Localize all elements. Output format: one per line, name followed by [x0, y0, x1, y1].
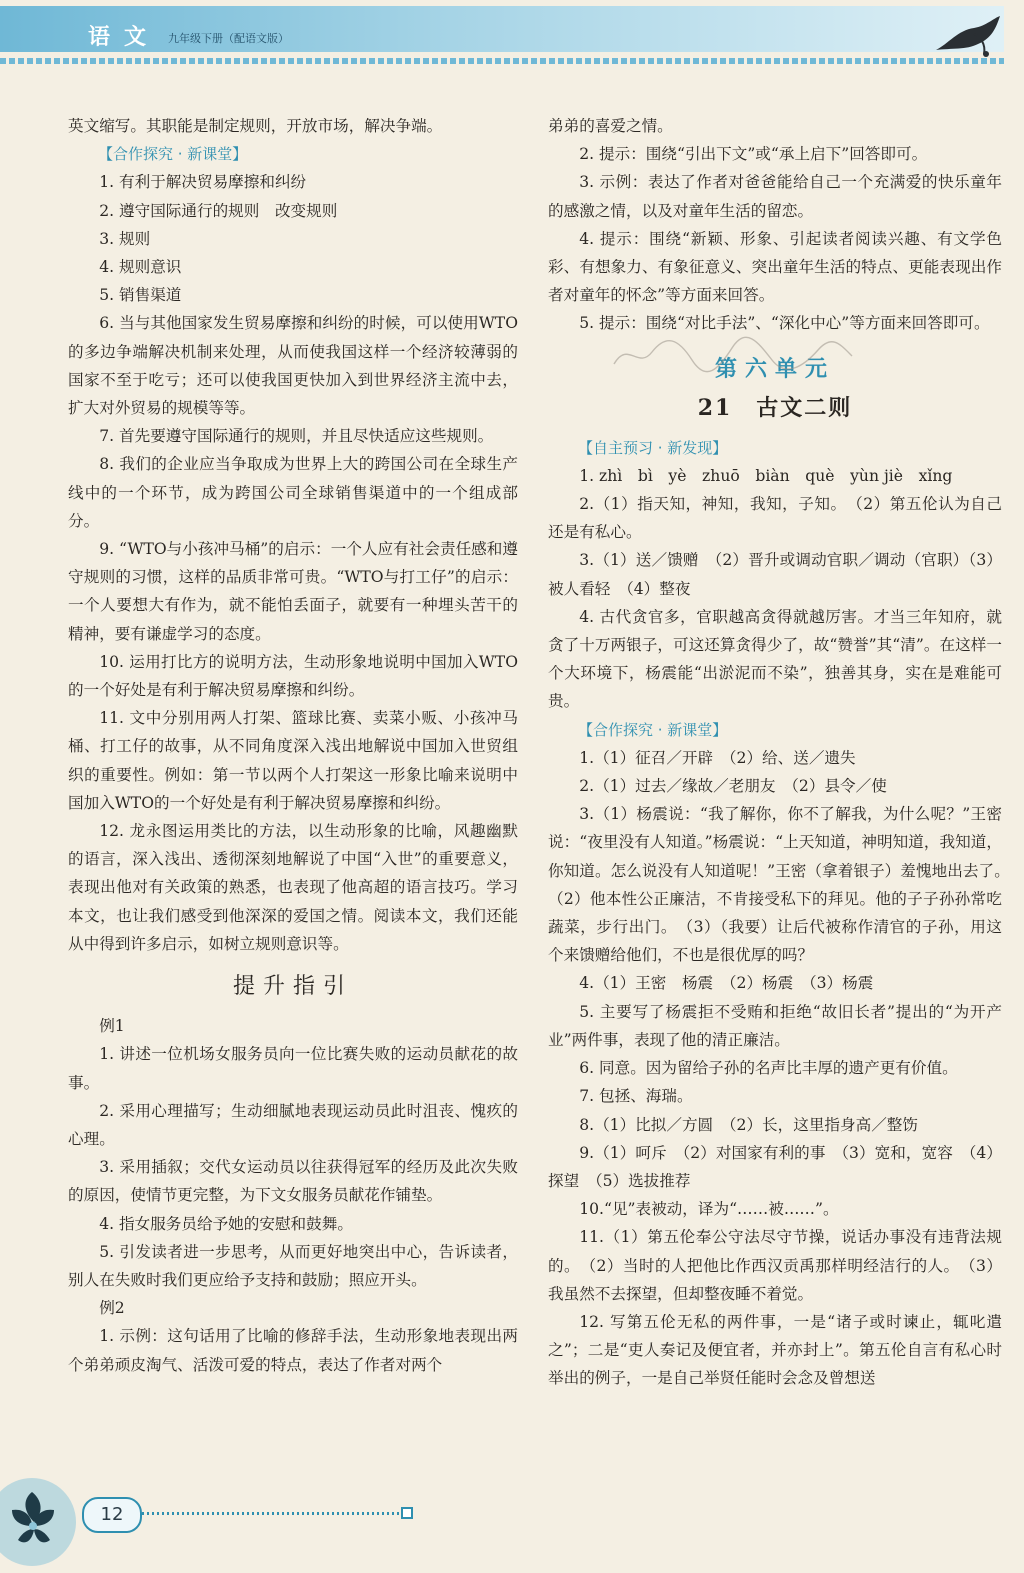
- answer-item: 1.（1）征召／开辟 （2）给、送／遗失: [579, 748, 856, 767]
- answer-item: 7. 包拯、海瑞。: [579, 1087, 693, 1106]
- paragraph: 弟弟的喜爱之情。: [548, 117, 673, 135]
- answer-item: 7. 首先要遵守国际通行的规则，并且尽快适应这些规则。: [99, 427, 494, 446]
- footer-square-mark: [401, 1507, 413, 1519]
- answer-item: 11. 文中分别用两人打架、篮球比赛、卖菜小贩、小孩冲马桶、打工仔的故事，从不同角度深入浅出地解说中国加入世贸组织的重要性。例如：第一节以两个人打架这一形象比喻来说明中国加入WTO的一个好处是有利于解决贸易摩擦和纠纷。: [68, 709, 518, 812]
- answer-item: 1. 有利于解决贸易摩擦和纠纷: [99, 173, 307, 192]
- section-tag: 【自主预习 · 新发现】: [578, 438, 728, 457]
- footer-dotted-rule: [142, 1512, 400, 1515]
- answer-item: 2. 提示：围绕“引出下文”或“承上启下”回答即可。: [579, 145, 928, 164]
- flower-icon: [0, 1470, 84, 1573]
- answer-item: 8.（1）比拟／方圆 （2）长，这里指身高／整饬: [579, 1115, 918, 1134]
- section-title: 提升指引: [232, 974, 353, 1000]
- answer-item: 5. 销售渠道: [99, 286, 182, 305]
- header-dashed-rule: [0, 58, 1004, 64]
- answer-item: 4. 古代贪官多，官职越高贪得就越厉害。才当三年知府，就贪了十万两银子，可这还算贪得少了，故“赞誉”其“清”。在这样一个大环境下，杨震能“出淤泥而不染”，独善其身，实在是难能可贵。: [548, 607, 1002, 711]
- section-tag: 【合作探究 · 新课堂】: [98, 145, 248, 164]
- answer-item: 5. 引发读者进一步思考，从而更好地突出中心，告诉读者，别人在失败时我们更应给予支持和鼓励；照应开头。: [68, 1242, 518, 1289]
- answer-item: 3. 规则: [99, 229, 151, 248]
- answer-item: 8. 我们的企业应当争取成为世界上大的跨国公司在全球生产线中的一个环节，成为跨国公司全球销售渠道中的一个组成部分。: [68, 455, 518, 530]
- example-label: 例1: [99, 1017, 125, 1036]
- page-header: [0, 0, 1024, 68]
- answer-item: 5. 提示：围绕“对比手法”、“深化中心”等方面来回答即可。: [579, 314, 990, 333]
- answer-item: 10. 运用打比方的说明方法，生动形象地说明中国加入WTO的一个好处是有利于解决贸易摩擦和纠纷。: [68, 652, 518, 700]
- answer-item: 1. zhì bì yè zhuō biàn què yùn jiè xǐng: [579, 466, 953, 485]
- left-column: [68, 112, 518, 1379]
- right-column: [548, 112, 1018, 1393]
- answer-item: 3. 采用插叙；交代女运动员以往获得冠军的经历及此次失败的原因，使情节更完整，为下文女服务员献花作铺垫。: [68, 1158, 518, 1205]
- answer-item: 3.（1）杨震说：“我了解你，你不了解我，为什么呢？”王密说：“夜里没有人知道。”杨震说：“上天知道，神明知道，我知道，你知道。怎么说没有人知道呢！”王密（拿着银子）羞愧地出去了。 （2）他本性公正廉洁，不肯接受私下的拜见。他的子子孙孙常吃蔬菜，步行出门。 （3）（我要）让后代被称作清官的子孙，用这个来馈赠给他们，不也是很优厚的吗？: [548, 805, 1018, 965]
- answer-item: 12. 龙永图运用类比的方法，以生动形象的比喻，风趣幽默的语言，深入浅出、透彻深刻地解说了中国“入世”的重要意义，表现出他对有关政策的熟悉，也表现了他高超的语言技巧。学习本文，也让我们感受到他深深的爱国之情。阅读本文，我们还能从中得到许多启示，如树立规则意识等。: [68, 822, 518, 953]
- page-number: 12: [82, 1497, 142, 1533]
- answer-item: 1. 示例：这句话用了比喻的修辞手法，生动形象地表现出两个弟弟顽皮淘气、活泼可爱的特点，表达了作者对两个: [68, 1327, 518, 1374]
- answer-item: 4. 指女服务员给予她的安慰和鼓舞。: [99, 1214, 353, 1233]
- answer-item: 1. 讲述一位机场女服务员向一位比赛失败的运动员献花的故事。: [68, 1045, 518, 1092]
- answer-item: 9.（1）呵斥 （2）对国家有利的事 （3）宽和，宽容 （4）探望 （5）选拔推荐: [548, 1143, 1002, 1190]
- example-label: 例2: [99, 1299, 125, 1318]
- paragraph: 英文缩写。其职能是制定规则，开放市场，解决争端。: [68, 117, 443, 135]
- answer-item: 4.（1）王密 杨震 （2）杨震 （3）杨震: [579, 974, 874, 993]
- answer-item: 6. 同意。因为留给子孙的名声比丰厚的遗产更有价值。: [579, 1059, 958, 1078]
- answer-item: 3. 示例：表达了作者对爸爸能给自己一个充满爱的快乐童年的感激之情，以及对童年生活的留恋。: [548, 173, 1002, 220]
- handwritten-scribble: [608, 330, 858, 380]
- answer-item: 6. 当与其他国家发生贸易摩擦和纠纷的时候，可以使用WTO的多边争端解决机制来处理，从而使我国这样一个经济较薄弱的国家不至于吃亏；还可以使我国更快加入到世界经济主流中去，扩大对外贸易的规模等等。: [68, 314, 518, 418]
- section-tag: 【合作探究 · 新课堂】: [578, 720, 728, 739]
- answer-item: 2.（1）指天知，神知，我知，子知。 （2）第五伦认为自己还是有私心。: [548, 495, 1002, 542]
- answer-item: 5. 主要写了杨震拒不受贿和拒绝“故旧长者”提出的“为开产业”两件事，表现了他的清正廉洁。: [548, 1002, 1002, 1049]
- answer-item: 2. 采用心理描写；生动细腻地表现运动员此时沮丧、愧疚的心理。: [68, 1101, 518, 1148]
- unit-title: 第六单元: [714, 356, 835, 382]
- answer-item: 11.（1）第五伦奉公守法尽守节操，说话办事没有违背法规的。 （2）当时的人把他比作西汉贡禹那样明经洁行的人。 （3）我虽然不去探望，但却整夜睡不着觉。: [548, 1228, 1002, 1303]
- answer-item: 10.“见”表被动，译为“……被……”。: [579, 1200, 839, 1219]
- answer-item: 12. 写第五伦无私的两件事，一是“诸子或时谏止，辄叱遣之”；二是“吏人奏记及便宜者，并亦封上”。第五伦自言有私心时举出的例子，一是自己举贤任能时会念及曾想送: [548, 1312, 1002, 1388]
- answer-item: 2.（1）过去／缘故／老朋友 （2）县令／使: [579, 777, 887, 796]
- answer-item: 2. 遵守国际通行的规则 改变规则: [99, 201, 338, 220]
- lesson-title: 21 古文二则: [697, 394, 853, 421]
- answer-item: 4. 规则意识: [99, 258, 182, 277]
- answer-item: 4. 提示：围绕“新颖、形象、引起读者阅读兴趣、有文学色彩、有想象力、有象征意义、突出童年生活的特点、更能表现出作者对童年的怀念”等方面来回答。: [548, 229, 1002, 305]
- answer-item: 3.（1）送／馈赠 （2）晋升或调动官职／调动（官职）（3）被人看轻 （4）整夜: [548, 551, 1002, 598]
- grade-label: 九年级下册（配语文版）: [168, 32, 289, 45]
- answer-item: 9. “WTO与小孩冲马桶”的启示：一个人应有社会责任感和遵守规则的习惯，这样的品质非常可贵。“WTO与打工仔”的启示：一个人要想大有作为，就不能怕丢面子，就要有一种埋头苦干的精神，要有谦虚学习的态度。: [68, 540, 518, 643]
- subject-title: 语文: [88, 25, 161, 50]
- leaf-icon: [934, 14, 1006, 58]
